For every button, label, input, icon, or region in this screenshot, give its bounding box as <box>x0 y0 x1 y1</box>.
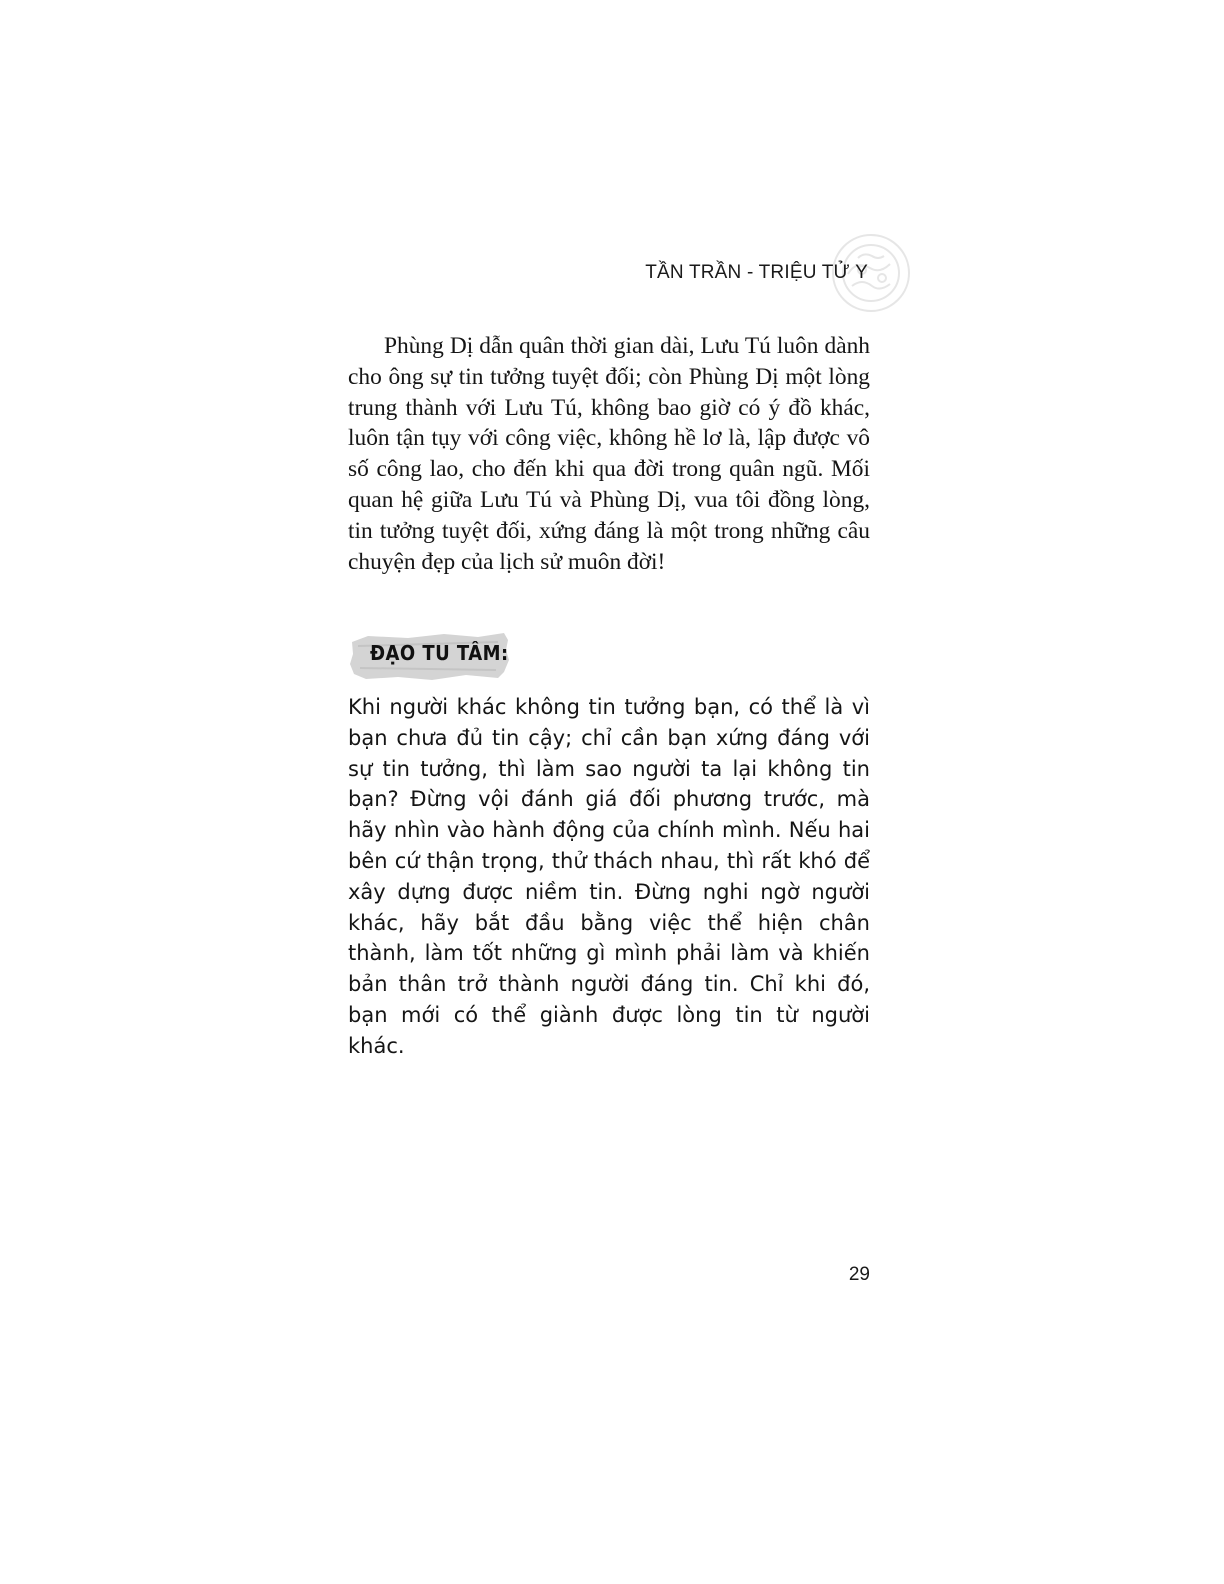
section-heading-label: ĐẠO TU TÂM: <box>370 641 509 665</box>
page-number: 29 <box>848 1264 870 1285</box>
body-paragraph: Phùng Dị dẫn quân thời gian dài, Lưu Tú luôn dành cho ông sự tin tưởng tuyệt đối; còn Phùng Dị một lòng trung thành với Lưu Tú, không bao giờ có ý đồ khác, luôn tận tụy với công việc, không hề lơ là, lập được vô số công lao, cho đến khi qua đời trong quân ngũ. Mối quan hệ giữa Lưu Tú và Phùng Dị, vua tôi đồng lòng, tin tưởng tuyệt đối, xứng đáng là một trong những câu chuyện đẹp của lịch sử muôn đời! <box>348 333 870 575</box>
running-header: TẦN TRẦN - TRIỆU TỬ Y <box>645 262 868 283</box>
section-heading <box>348 628 512 684</box>
reflection-paragraph: Khi người khác không tin tưởng bạn, có thể là vì bạn chưa đủ tin cậy; chỉ cần bạn xứng đáng với sự tin tưởng, thì làm sao người ta lại không tin bạn? Đừng vội đánh giá đối phương trước, mà hãy nhìn vào hành động của chính mình. Nếu hai bên cứ thận trọng, thử thách nhau, thì rất khó để xây dựng được niềm tin. Đừng nghi ngờ người khác, hãy bắt đầu bằng việc thể hiện chân thành, làm tốt những gì mình phải làm và khiến bản thân trở thành người đáng tin. Chỉ khi đó, bạn mới có thể giành được lòng tin từ người khác. <box>348 695 870 1058</box>
